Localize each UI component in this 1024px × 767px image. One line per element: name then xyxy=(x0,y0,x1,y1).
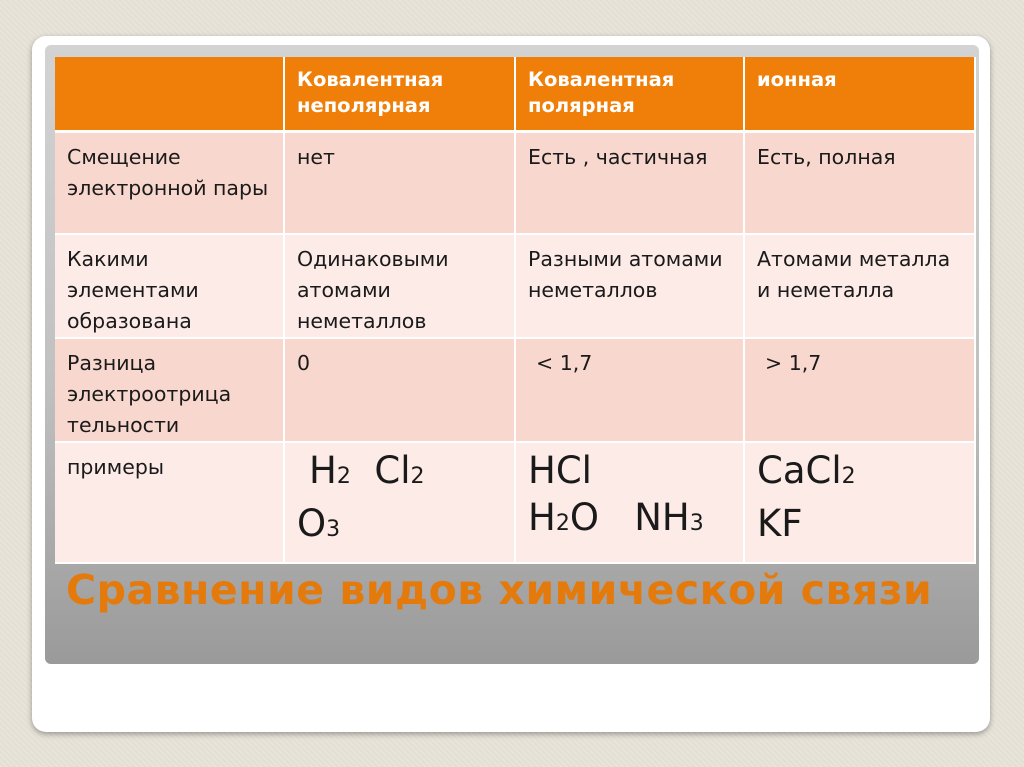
cell-polar: Разными атомами неметаллов xyxy=(515,234,744,338)
row-label: примеры xyxy=(55,442,284,563)
cell-nonpolar: нет xyxy=(284,131,515,234)
row-label: Какими элементами образована xyxy=(55,234,284,338)
header-cell-covalent-polar: Ковалентная полярная xyxy=(515,57,744,131)
formula-kf: KF xyxy=(757,502,803,545)
examples-ionic xyxy=(744,442,975,563)
header-cell-empty xyxy=(55,57,284,131)
formula-h2: H2 xyxy=(309,449,351,492)
cell-ionic: Атомами металла и неметалла xyxy=(744,234,975,338)
header-cell-covalent-nonpolar: Ковалентная неполярная xyxy=(284,57,515,131)
cell-ionic: Есть, полная xyxy=(744,131,975,234)
formula-h2o: H2O xyxy=(528,496,599,539)
row-label: Смещение электронной пары xyxy=(55,131,284,234)
formula-nh3: NH3 xyxy=(634,496,704,539)
cell-polar: Есть , частичная xyxy=(515,131,744,234)
formula-cl2: Cl2 xyxy=(374,449,425,492)
row-label: Разница электроотрица тельности xyxy=(55,338,284,442)
slide-title: Сравнение видов химической связи xyxy=(66,566,933,614)
cell-nonpolar: 0 xyxy=(284,338,515,442)
formula-o3: O3 xyxy=(297,502,341,545)
table-row xyxy=(55,338,975,442)
examples-polar xyxy=(515,442,744,563)
table-header-row xyxy=(55,57,975,131)
table-row xyxy=(55,234,975,338)
cell-polar: < 1,7 xyxy=(515,338,744,442)
examples-nonpolar xyxy=(284,442,515,563)
formula-hcl: HCl xyxy=(528,449,592,492)
header-cell-ionic: ионная xyxy=(744,57,975,131)
table-row xyxy=(55,131,975,234)
comparison-table xyxy=(55,57,976,564)
examples-row xyxy=(55,442,975,563)
cell-ionic: > 1,7 xyxy=(744,338,975,442)
cell-nonpolar: Одинаковыми атомами неметаллов xyxy=(284,234,515,338)
formula-cacl2: CaCl2 xyxy=(757,449,856,492)
